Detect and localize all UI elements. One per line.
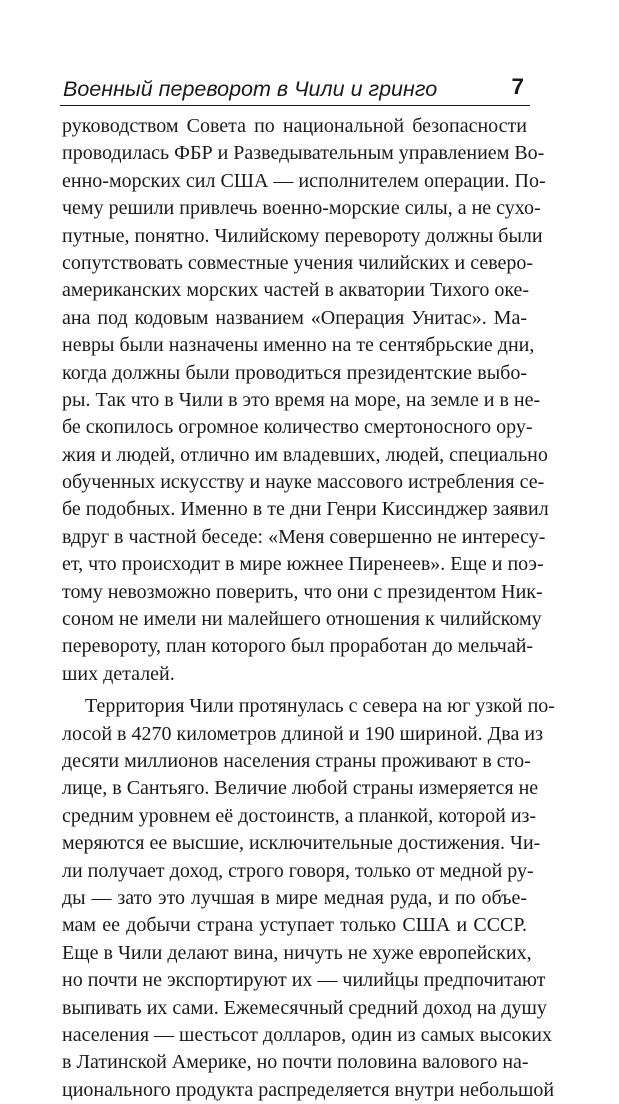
text-line: проводилась ФБР и Разведывательным управлением Во- [62, 142, 545, 165]
text-line: ших деталей. [62, 662, 175, 685]
text-line: тому невозможно поверить, что они с президентом Ник- [62, 580, 543, 603]
text-line: Территория Чили протянулась с севера на юг узкой по- [85, 695, 555, 718]
text-line: когда должны были проводиться президентские выбо- [62, 361, 527, 384]
running-title: Военный переворот в Чили и гринго [63, 77, 438, 101]
text-line: ционального продукта распределяется внутри небольшой [62, 1078, 555, 1101]
body-text [62, 113, 555, 1104]
text-line: ры. Так что в Чили в это время на море, на земле и в не- [62, 388, 541, 411]
text-line: меряются ее высшие, исключительные достижения. Чи- [62, 832, 541, 855]
text-line: чему решили привлечь военно-морские силы, а не сухо- [62, 197, 541, 220]
text-line: лице, в Сантьяго. Величие любой страны измеряется не [62, 777, 539, 800]
text-line: ли получает доход, строго говоря, только от медной ру- [62, 859, 534, 882]
text-line: соном не имели ни малейшего отношения к чилийскому [62, 608, 542, 631]
text-line: лосой в 4270 километров длиной и 190 шириной. Два из [62, 722, 543, 745]
text-line: Еще в Чили делают вина, ничуть не хуже европейских, [62, 941, 532, 964]
text-line: обученных искусству и науке массового истребления се- [62, 471, 545, 494]
paragraph-1 [62, 113, 549, 688]
text-line: енно-морских сил США — исполнителем операции. По- [62, 169, 546, 192]
text-line: руководством Совета по национальной безопасности [62, 115, 527, 137]
text-line: десяти миллионов населения страны проживают в сто- [62, 749, 531, 772]
page-number: 7 [511, 74, 524, 99]
text-line: ды — зато это лучшая в мире медная руда, и по объе- [62, 886, 527, 909]
text-line: перевороту, план которого был проработан до мельчай- [62, 635, 534, 658]
text-line: но почти не экспортируют их — чилийцы предпочитают [62, 969, 546, 992]
text-line: путные, понятно. Чилийскому перевороту должны были [62, 224, 543, 247]
text-line: выпивать их сами. Ежемесячный средний доход на душу [62, 996, 547, 1019]
text-line: жия и людей, отлично им владевших, людей, специально [62, 443, 548, 466]
text-line: ана под кодовым названием «Операция Унитас». Ма- [62, 306, 527, 329]
text-line: сопутствовать совместные учения чилийских и северо- [62, 251, 534, 274]
text-line: вдруг в частной беседе: «Меня совершенно не интересу- [62, 525, 546, 548]
text-line: средним уровнем её достоинств, а планкой, которой из- [62, 804, 537, 827]
text-line: бе скопилось огромное количество смертоносного ору- [62, 416, 533, 439]
text-line: американских морских частей в акватории Тихого оке- [62, 279, 530, 302]
header-rule [60, 105, 530, 106]
text-line: бе подобных. Именно в те дни Генри Киссинджер заявил [62, 498, 549, 521]
paragraph-2 [62, 693, 555, 1104]
page-header [60, 72, 530, 106]
text-line: в Латинской Америке, но почти половина валового на- [62, 1051, 529, 1074]
text-line: населения — шестьсот долларов, один из самых высоких [62, 1023, 552, 1046]
text-line: ет, что происходит в мире южнее Пиренеев». Еще и поэ- [62, 553, 544, 576]
text-line: мам ее добычи страна уступает только США и СССР. [62, 914, 527, 937]
text-line: невры были назначены именно на те сентябрьские дни, [62, 334, 535, 357]
